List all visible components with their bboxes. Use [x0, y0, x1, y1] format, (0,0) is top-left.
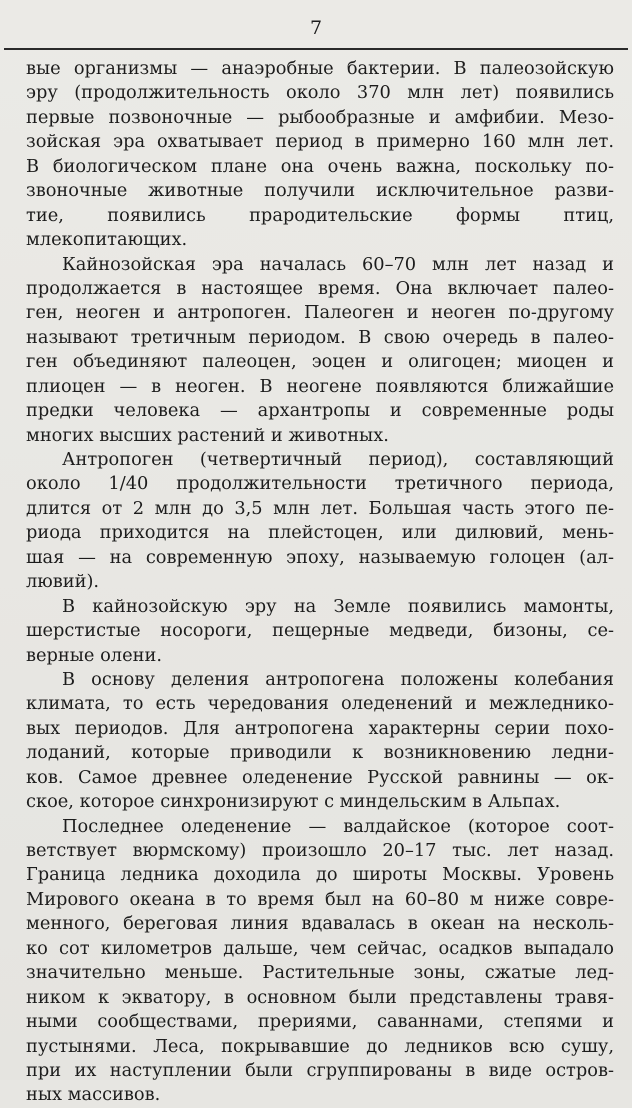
- text-line: Антропоген (четвертичный период), составляющий: [62, 449, 614, 470]
- text-line: первые позвоночные — рыбообразные и амфибии. Мезо-: [26, 106, 614, 128]
- paragraph: [26, 448, 614, 595]
- text-line: Граница ледника доходила до широты Москвы. Уровень: [26, 864, 614, 886]
- text-line: тие, появились прародительские формы птиц,: [26, 204, 614, 226]
- text-line: ником к экватору, в основном были представлены травя-: [26, 986, 614, 1008]
- paragraph: [26, 595, 614, 668]
- text-line: млекопитающих.: [26, 229, 188, 251]
- text-line: многих высших растений и животных.: [26, 424, 389, 446]
- text-line: ными сообществами, прериями, саваннами, степями и: [26, 1011, 614, 1033]
- text-line: пустынями. Леса, покрывавшие до ледников всю сушу,: [26, 1035, 614, 1057]
- paragraph: [26, 57, 614, 253]
- paragraph: [26, 253, 614, 449]
- text-line: риода приходится на плейстоцен, или дилювий, мень-: [26, 522, 614, 544]
- text-line: ветствует вюрмскому) произошло 20–17 тыс. лет назад.: [26, 840, 614, 861]
- text-line: значительно меньше. Растительные зоны, сжатые лед-: [26, 962, 614, 984]
- text-line: ген, неоген и антропоген. Палеоген и неоген по-другому: [26, 302, 614, 324]
- body-text: [26, 57, 614, 1108]
- text-line: предки человека — архантропы и современные роды: [26, 400, 614, 422]
- text-line: шая — на современную эпоху, называемую голоцен (ал-: [26, 546, 614, 568]
- text-line: ко сот километров дальше, чем сейчас, осадков выпадало: [26, 937, 614, 959]
- text-line: менного, береговая линия вдавалась в океан на несколь-: [26, 913, 614, 935]
- text-line: В основу деления антропогена положены колебания: [62, 668, 614, 690]
- text-line: вых периодов. Для антропогена характерны серии похо-: [26, 717, 614, 739]
- paragraph: [26, 668, 614, 815]
- text-line: шерстистые носороги, пещерные медведи, бизоны, се-: [26, 620, 614, 642]
- text-line: В кайнозойскую эру на Земле появились мамонты,: [62, 595, 614, 617]
- text-line: верные олени.: [26, 644, 162, 666]
- text-line: вые организмы — анаэробные бактерии. В палеозойскую: [26, 58, 614, 79]
- page-number: 7: [309, 17, 323, 39]
- text-line: звоночные животные получили исключительное разви-: [26, 180, 614, 202]
- text-line: зойская эра охватывает период в примерно 160 млн лет.: [26, 131, 614, 153]
- text-line: продолжается в настоящее время. Она включает палео-: [26, 277, 614, 299]
- text-line: ское, которое синхронизируют с миндельским в Альпах.: [26, 791, 561, 813]
- header-rule: [4, 48, 628, 50]
- text-line: ных массивов.: [26, 1084, 161, 1106]
- text-line: ков. Самое древнее оледенение Русской равнины — ок-: [26, 766, 614, 788]
- text-line: Кайнозойская эра началась 60–70 млн лет назад и: [62, 253, 614, 275]
- text-line: В биологическом плане она очень важна, поскольку по-: [26, 155, 614, 177]
- text-line: лювий).: [26, 571, 100, 593]
- text-line: около 1/40 продолжительности третичного периода,: [26, 473, 614, 495]
- paragraph: [26, 815, 614, 1108]
- text-line: климата, то есть чередования оледенений и межледнико-: [26, 693, 614, 715]
- text-line: ген объединяют палеоцен, эоцен и олигоцен; миоцен и: [26, 351, 614, 373]
- text-line: Мирового океана в то время был на 60–80 м ниже совре-: [26, 888, 614, 910]
- text-line: длится от 2 млн до 3,5 млн лет. Большая часть этого пе-: [26, 497, 614, 519]
- text-line: Последнее оледенение — валдайское (которое соот-: [62, 815, 614, 837]
- text-line: плиоцен — в неоген. В неогене появляются ближайшие: [26, 375, 614, 397]
- text-line: лоданий, которые приводили к возникновению ледни-: [26, 742, 614, 764]
- text-line: эру (продолжительность около 370 млн лет) появились: [26, 82, 614, 104]
- text-line: при их наступлении были сгруппированы в виде остров-: [26, 1059, 614, 1081]
- text-line: называют третичным периодом. В свою очередь в палео-: [26, 326, 614, 348]
